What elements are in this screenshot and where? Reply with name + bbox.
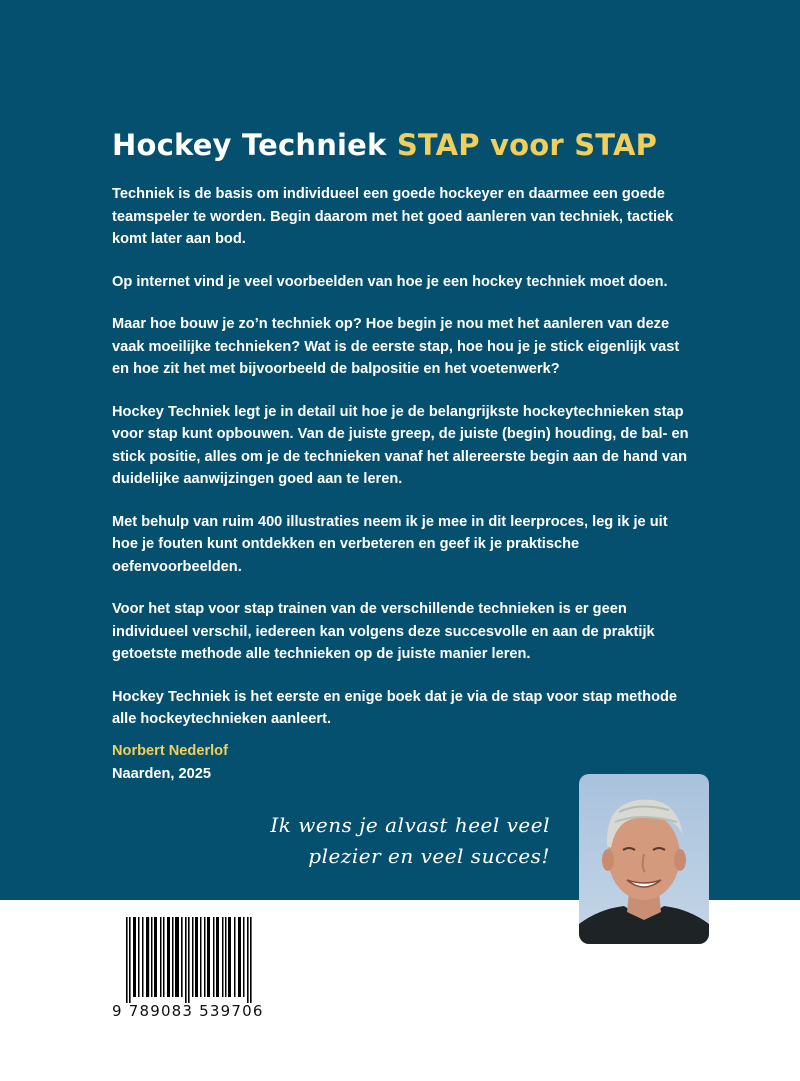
paragraph: Met behulp van ruim 400 illustraties neem ik je mee in dit leerproces, leg ik je uit hoe je fouten kunt ontdekken en verbeteren en geef ik je praktische oefenvoorbeelden. [112, 513, 668, 575]
title-main: Hockey Techniek [112, 128, 387, 162]
paragraph: Maar hoe bouw je zo’n techniek op? Hoe begin je nou met het aanleren van deze vaak moeilijke technieken? Wat is de eerste stap, hoe hou je je stick eigenlijk vast en hoe zit het met bijvoorbeeld de balpositie en het voetenwerk? [112, 316, 680, 377]
handwritten-line-1: Ik wens je alvast heel veel [270, 813, 550, 837]
signature-block [112, 740, 228, 786]
barcode-icon [112, 915, 272, 1003]
handwritten-line-2: plezier en veel succes! [308, 844, 550, 868]
paragraph: Voor het stap voor stap trainen van de verschillende technieken is er geen individueel verschil, iedereen kan volgens deze succesvolle en aan de praktijk getoetste methode alle technieken op de juiste manier leren. [112, 601, 655, 662]
handwritten-message [270, 810, 550, 872]
isbn-number: 9 789083 539706 [112, 1002, 264, 1020]
book-title [112, 128, 657, 162]
paragraph: Hockey Techniek legt je in detail uit hoe je de belangrijkste hockeytechnieken stap voor stap kunt opbouwen. Van de juiste greep, de juiste (begin) houding, de bal- en stick positie, alles om je de technieken vanaf het allereerste begin aan de hand van duidelijke aanwijzingen goed aan te leren. [112, 403, 689, 487]
paragraph: Techniek is de basis om individueel een goede hockeyer en daarmee een goede teamspeler te worden. Begin daarom met het goed aanleren van techniek, tactiek komt later aan bod. [112, 186, 674, 247]
author-name: Norbert Nederlof [112, 743, 228, 759]
paragraph: Op internet vind je veel voorbeelden van hoe je een hockey techniek moet doen. [112, 273, 668, 290]
portrait-icon [579, 774, 709, 944]
place-date: Naarden, 2025 [112, 766, 211, 782]
paragraph: Hockey Techniek is het eerste en enige boek dat je via de stap voor stap methode alle hockeytechnieken aanleert. [112, 688, 678, 727]
description-text [112, 183, 692, 751]
author-photo [579, 774, 709, 944]
title-subtitle: STAP voor STAP [396, 128, 658, 162]
